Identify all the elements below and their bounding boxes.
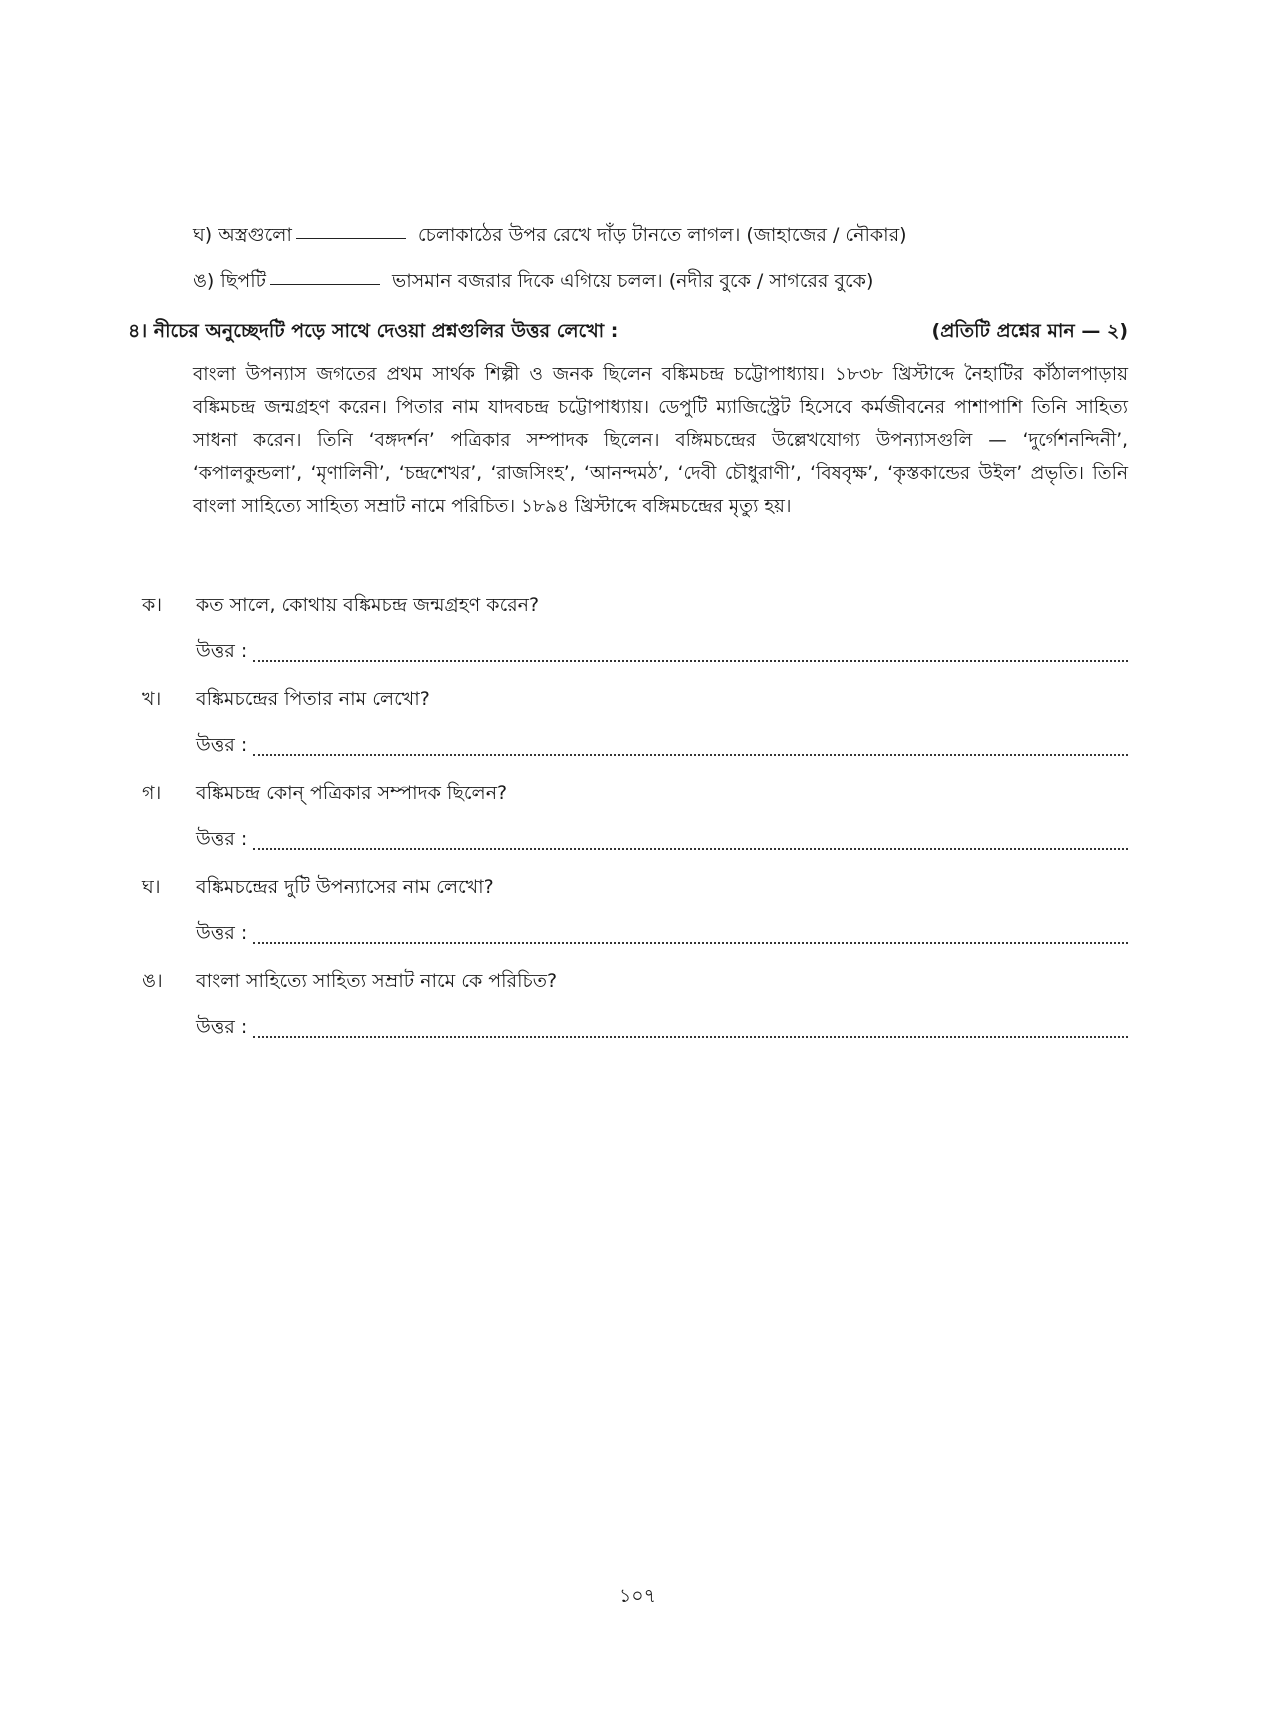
question-label: খ। — [142, 688, 162, 710]
question-4-heading — [128, 318, 1128, 344]
page-number: ১০৭ — [618, 1585, 657, 1607]
question-label: ঙ। — [142, 970, 163, 992]
question-text: বঙ্কিমচন্দ্র কোন্ পত্রিকার সম্পাদক ছিলেন? — [196, 782, 508, 804]
answer-dotted-line[interactable] — [253, 1018, 1128, 1038]
answer-line[interactable] — [196, 920, 1128, 946]
question-4-marks: (প্রতিটি প্রশ্নের মান — ২) — [931, 320, 1128, 342]
answer-line[interactable] — [196, 732, 1128, 758]
answer-label: উত্তর : — [196, 828, 248, 850]
blank-line — [270, 284, 380, 285]
fill-item-prefix: ঙ) ছিপটি — [193, 270, 267, 292]
answer-line[interactable] — [196, 1014, 1128, 1040]
answer-label: উত্তর : — [196, 640, 248, 662]
question-label: গ। — [142, 782, 162, 804]
answer-label: উত্তর : — [196, 734, 248, 756]
reading-passage: বাংলা উপন্যাস জগতের প্রথম সার্থক শিল্পী ও জনক ছিলেন বঙ্কিমচন্দ্র চট্টোপাধ্যায়। ১৮৩৮ খ্রিস্টাব্দে নৈহাটির কাঁঠালপাড়ায় বঙ্কিমচন্দ্র জন্মগ্রহণ করেন। পিতার নাম যাদবচন্দ্র চট্টোপাধ্যায়। ডেপুটি ম্যাজিস্ট্রেট হিসেবে কর্মজীবনের পাশাপাশি তিনি সাহিত্য সাধনা করেন। তিনি ‘বঙ্গদর্শন’ পত্রিকার সম্পাদক ছিলেন। বঙ্গিমচন্দ্রের উল্লেখযোগ্য উপন্যাসগুলি — ‘দুর্গেশনন্দিনী’, ‘কপালকুন্ডলা’, ‘মৃণালিনী’, ‘চন্দ্রশেখর’, ‘রাজসিংহ’, ‘আনন্দমঠ’, ‘দেবী চৌধুরাণী’, ‘বিষবৃক্ষ’, ‘কৃস্তকান্ডের উইল’ প্রভৃতি। তিনি বাংলা সাহিত্যে সাহিত্য সম্রাট নামে পরিচিত। ১৮৯৪ খ্রিস্টাব্দে বঙ্গিমচন্দ্রের মৃত্যু হয়। — [193, 364, 1128, 517]
answer-dotted-line[interactable] — [253, 642, 1128, 662]
blank-line — [296, 238, 406, 239]
fill-item-suffix: চেলাকাঠের উপর রেখে দাঁড় টানতে লাগল। (জাহাজের / নৌকার) — [417, 224, 907, 246]
answer-dotted-line[interactable] — [253, 736, 1128, 756]
question-text: বাংলা সাহিত্যে সাহিত্য সম্রাট নামে কে পরিচিত? — [196, 970, 558, 992]
question-text: বঙ্কিমচন্দ্রের দুটি উপন্যাসের নাম লেখো? — [196, 876, 494, 898]
answer-dotted-line[interactable] — [253, 830, 1128, 850]
answer-label: উত্তর : — [196, 1016, 248, 1038]
fill-blank-item-umo — [193, 268, 873, 294]
question-label: ক। — [142, 594, 163, 616]
question-text: বঙ্কিমচন্দ্রের পিতার নাম লেখো? — [196, 688, 430, 710]
fill-item-prefix: ঘ) অস্ত্রগুলো — [193, 224, 292, 246]
question-text: কত সালে, কোথায় বঙ্কিমচন্দ্র জন্মগ্রহণ করেন? — [196, 594, 540, 616]
fill-blank-item-gha — [193, 222, 907, 248]
answer-dotted-line[interactable] — [253, 924, 1128, 944]
question-4-title: ৪। নীচের অনুচ্ছেদটি পড়ে সাথে দেওয়া প্রশ্নগুলির উত্তর লেখো : — [128, 320, 619, 342]
answer-label: উত্তর : — [196, 922, 248, 944]
question-label: ঘ। — [142, 876, 161, 898]
answer-line[interactable] — [196, 826, 1128, 852]
fill-item-suffix: ভাসমান বজরার দিকে এগিয়ে চলল। (নদীর বুকে / সাগরের বুকে) — [392, 270, 874, 292]
answer-line[interactable] — [196, 638, 1128, 664]
